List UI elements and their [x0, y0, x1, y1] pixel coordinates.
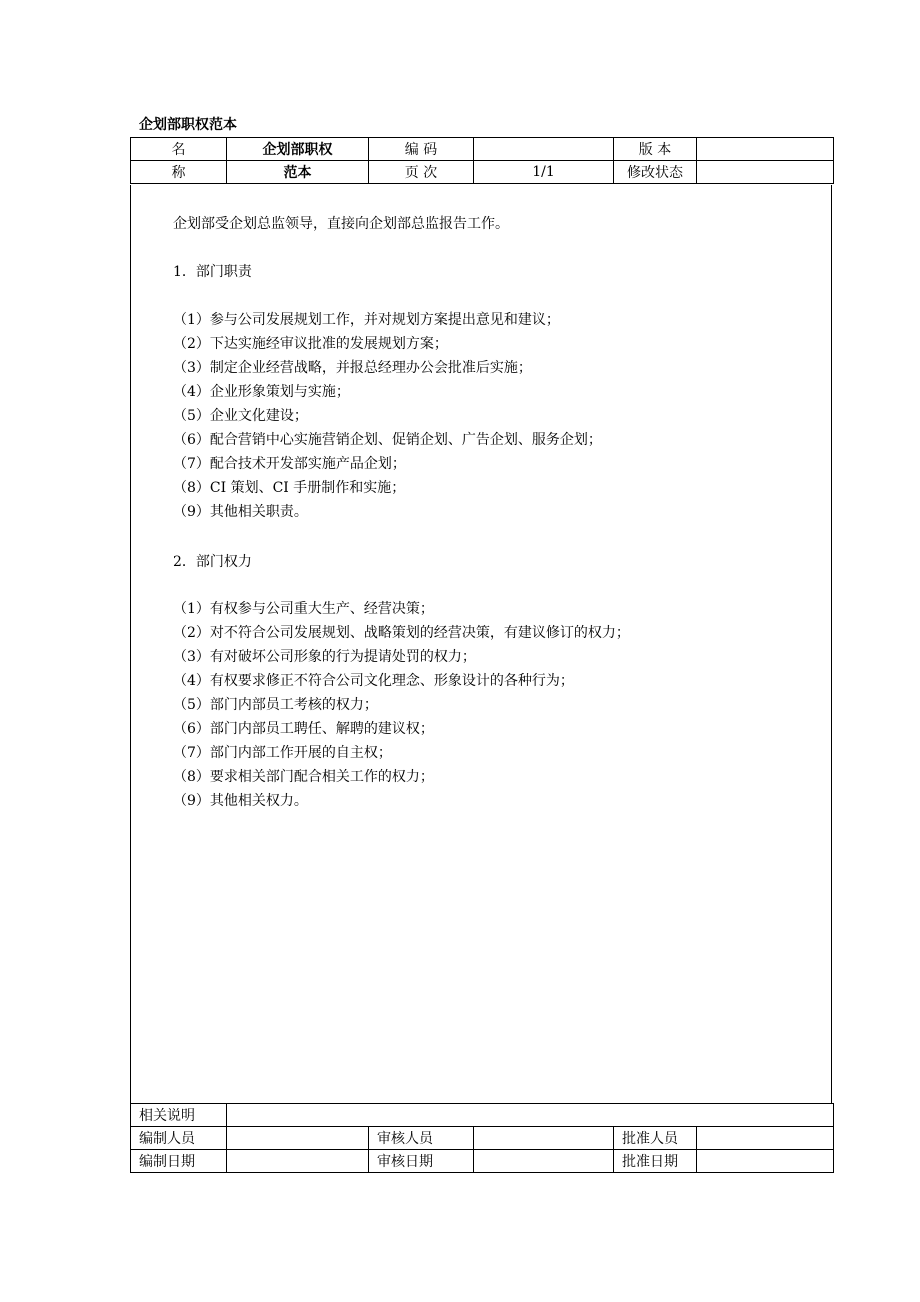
footer-table — [130, 1103, 834, 1173]
page-value: 1/1 — [474, 161, 614, 184]
duty-item: （8）CI 策划、CI 手册制作和实施； — [173, 480, 406, 496]
compile-date-value — [227, 1150, 369, 1173]
name-label-2: 称 — [131, 161, 227, 184]
duty-item: （1）参与公司发展规划工作，并对规划方案提出意见和建议； — [173, 312, 560, 328]
power-item: （5）部门内部员工考核的权力； — [173, 697, 378, 713]
approve-date-label: 批准日期 — [614, 1150, 697, 1173]
revision-label: 修改状态 — [614, 161, 697, 184]
power-item: （4）有权要求修正不符合公司文化理念、形象设计的各种行为； — [173, 673, 574, 689]
section-heading-duties: 1．部门职责 — [173, 264, 252, 280]
power-item: （6）部门内部员工聘任、解聘的建议权； — [173, 721, 434, 737]
duty-item: （9）其他相关职责。 — [173, 504, 308, 520]
intro-text: 企划部受企划总监领导，直接向企划部总监报告工作。 — [173, 216, 509, 232]
name-value-2: 范本 — [227, 161, 369, 184]
power-item: （3）有对破坏公司形象的行为提请处罚的权力； — [173, 649, 476, 665]
version-label: 版 本 — [614, 138, 697, 161]
power-item: （1）有权参与公司重大生产、经营决策； — [173, 601, 434, 617]
code-value — [474, 138, 614, 161]
name-label-1: 名 — [131, 138, 227, 161]
power-item: （8）要求相关部门配合相关工作的权力； — [173, 769, 434, 785]
revision-value — [697, 161, 834, 184]
duty-item: （3）制定企业经营战略，并报总经理办公会批准后实施； — [173, 360, 532, 376]
duty-item: （2）下达实施经审议批准的发展规划方案； — [173, 336, 448, 352]
compiler-label: 编制人员 — [131, 1127, 227, 1150]
duty-item: （7）配合技术开发部实施产品企划； — [173, 456, 406, 472]
name-value-1: 企划部职权 — [227, 138, 369, 161]
review-date-value — [474, 1150, 614, 1173]
approve-date-value — [697, 1150, 834, 1173]
duty-item: （5）企业文化建设； — [173, 408, 308, 424]
section-heading-powers: 2．部门权力 — [173, 554, 252, 570]
duty-item: （4）企业形象策划与实施； — [173, 384, 350, 400]
notes-value — [227, 1104, 834, 1127]
compile-date-label: 编制日期 — [131, 1150, 227, 1173]
duty-item: （6）配合营销中心实施营销企划、促销企划、广告企划、服务企划； — [173, 432, 602, 448]
document-title: 企划部职权范本 — [139, 117, 237, 133]
review-date-label: 审核日期 — [369, 1150, 474, 1173]
reviewer-label: 审核人员 — [369, 1127, 474, 1150]
code-label: 编 码 — [369, 138, 474, 161]
page-label: 页 次 — [369, 161, 474, 184]
approver-label: 批准人员 — [614, 1127, 697, 1150]
notes-label: 相关说明 — [131, 1104, 227, 1127]
compiler-value — [227, 1127, 369, 1150]
header-table — [130, 137, 834, 184]
power-item: （9）其他相关权力。 — [173, 793, 308, 809]
power-item: （7）部门内部工作开展的自主权； — [173, 745, 392, 761]
power-item: （2）对不符合公司发展规划、战略策划的经营决策，有建议修订的权力； — [173, 625, 630, 641]
version-value — [697, 138, 834, 161]
content-box — [130, 185, 832, 1103]
approver-value — [697, 1127, 834, 1150]
reviewer-value — [474, 1127, 614, 1150]
